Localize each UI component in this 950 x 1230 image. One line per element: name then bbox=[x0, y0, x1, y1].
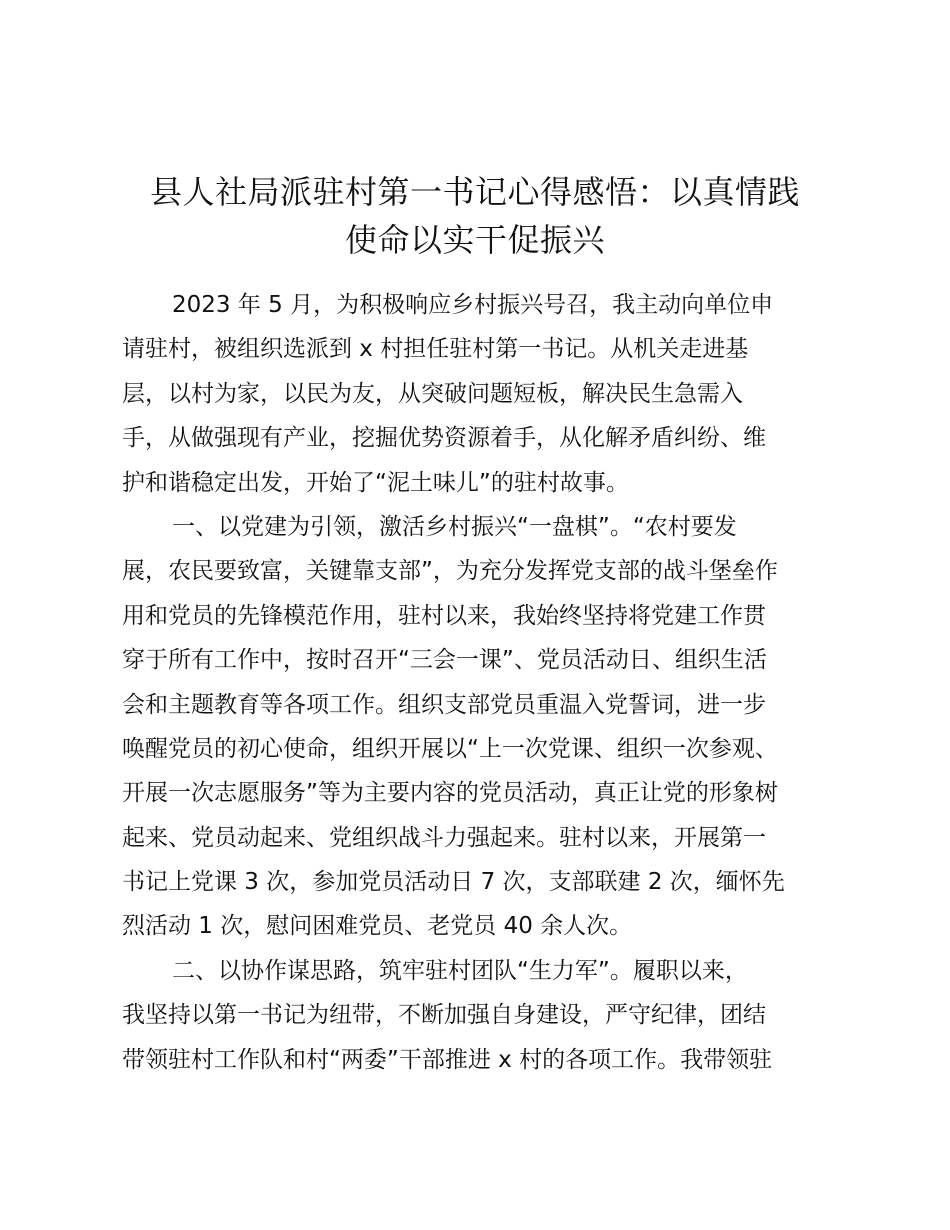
text-line: 请驻村，被组织选派到 x 村担任驻村第一书记。从机关走进基 bbox=[122, 336, 749, 363]
title-line-1: 县人社局派驻村第一书记心得感悟：以真情践 bbox=[149, 173, 800, 211]
text-line: 2023 年 5 月，为积极响应乡村振兴号召，我主动向单位申 bbox=[172, 292, 774, 318]
paragraph-intro bbox=[122, 283, 834, 505]
text-line: 用和党员的先锋模范作用，驻村以来，我始终坚持将党建工作贯 bbox=[122, 602, 766, 629]
text-line: 书记上党课 3 次，参加党员活动日 7 次，支部联建 2 次，缅怀先 bbox=[122, 869, 785, 896]
text-line: 带领驻村工作队和村“两委”干部推进 x 村的各项工作。我带领驻 bbox=[122, 1046, 773, 1073]
text-line: 唤醒党员的初心使命，组织开展以“上一次党课、组织一次参观、 bbox=[122, 735, 778, 762]
text-line: 展，农民要致富，关键靠支部”，为充分发挥党支部的战斗堡垒作 bbox=[122, 558, 778, 585]
text-line: 护和谐稳定出发，开始了“泥土味儿”的驻村故事。 bbox=[122, 469, 629, 496]
text-line: 我坚持以第一书记为纽带，不断加强自身建设，严守纪律，团结 bbox=[122, 1002, 766, 1029]
text-line: 会和主题教育等各项工作。组织支部党员重温入党誓词，进一步 bbox=[122, 691, 766, 718]
paragraph-section-1 bbox=[122, 505, 834, 949]
text-line: 手，从做强现有产业，挖掘优势资源着手，从化解矛盾纠纷、维 bbox=[122, 425, 766, 452]
document-title bbox=[120, 168, 830, 264]
text-line: 一、以党建为引领，激活乡村振兴“一盘棋”。“农村要发 bbox=[172, 513, 737, 540]
text-line: 起来、党员动起来、党组织战斗力强起来。驻村以来，开展第一 bbox=[122, 824, 766, 851]
paragraph-section-2 bbox=[122, 949, 834, 1082]
text-line: 烈活动 1 次，慰问困难党员、老党员 40 余人次。 bbox=[122, 913, 633, 940]
title-line-2: 使命以实干促振兴 bbox=[344, 221, 605, 259]
text-line: 二、以协作谋思路，筑牢驻村团队“生力军”。履职以来， bbox=[172, 957, 748, 984]
text-line: 穿于所有工作中，按时召开“三会一课”、党员活动日、组织生活 bbox=[122, 647, 767, 674]
text-line: 开展一次志愿服务”等为主要内容的党员活动，真正让党的形象树 bbox=[122, 780, 778, 807]
document-body bbox=[122, 283, 834, 1082]
text-line: 层，以村为家，以民为友，从突破问题短板，解决民生急需入 bbox=[122, 380, 743, 407]
